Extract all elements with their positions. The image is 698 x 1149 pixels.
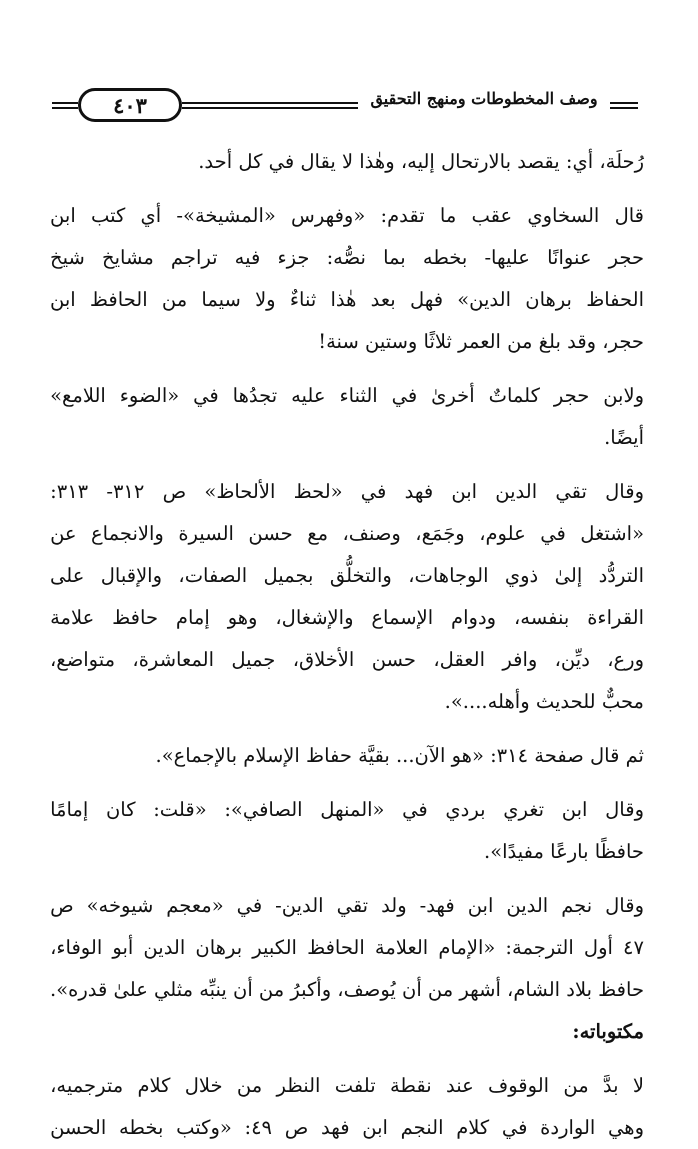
text-line: حافظ بلاد الشام، أشهر من أن يُوصف، وأكبرُ من أن ينبِّه مثلي علىٰ قدره». (50, 978, 644, 1001)
header-rule (52, 107, 78, 109)
header-rule (610, 102, 638, 104)
text-line: ٤٧ أول الترجمة: «الإمام العلامة الحافظ الكبير برهان الدين أبو الوفاء، (50, 936, 644, 959)
paragraph (50, 141, 644, 183)
paragraph (50, 789, 644, 873)
paragraph (50, 1065, 644, 1149)
text-line: «اشتغل في علوم، وجَمَع، وصنف، مع حسن السيرة والانجماع عن (50, 522, 644, 545)
text-line: وقال نجم الدين ابن فهد- ولد تقي الدين- في «معجم شيوخه» ص (50, 894, 644, 917)
text-line: رُحلَة، أي: يقصد بالارتحال إليه، وهٰذا لا يقال في كل أحد. (198, 150, 644, 173)
text-line: التردُّد إلىٰ ذوي الوجاهات، والتخلُّق بجميل الصفات، والإقبال على (50, 564, 644, 587)
paragraph (50, 885, 644, 1011)
paragraph (50, 375, 644, 459)
text-line: حافظًا بارعًا مفيدًا». (484, 840, 644, 863)
text-line: حجر، وقد بلغ من العمر ثلاثًا وستين سنة! (318, 330, 644, 353)
header-rule (182, 102, 358, 104)
text-line: حجر عنوانًا عليها- بخطه بما نصُّه: جزء فيه تراجم مشايخ شيخ (50, 246, 644, 269)
paragraph (50, 195, 644, 363)
text-line: قال السخاوي عقب ما تقدم: «وفهرس «المشيخة»- أي كتب ابن (50, 204, 644, 227)
header-rule (610, 107, 638, 109)
paragraph (50, 735, 644, 777)
text-line: محبٌّ للحديث وأهله....». (444, 690, 644, 713)
text-line: ثم قال صفحة ٣١٤: «هو الآن... بقيَّة حفاظ الإسلام بالإجماع». (155, 744, 644, 767)
text-line: وهي الواردة في كلام النجم ابن فهد ص ٤٩: «وكتب بخطه الحسن (50, 1116, 644, 1139)
text-line: أيضًا. (604, 426, 644, 449)
page-header (52, 88, 638, 126)
section-heading: مكتوباته: (572, 1020, 644, 1043)
text-line: القراءة بنفسه، ودوام الإسماع والإشغال، وهو إمام حافظ علامة (50, 606, 644, 629)
text-line: ورع، ديِّن، وافر العقل، حسن الأخلاق، جميل المعاشرة، متواضع، (50, 648, 644, 671)
text-line: ولابن حجر كلماتٌ أخرىٰ في الثناء عليه تجدُها في «الضوء اللامع» (50, 384, 644, 407)
running-title: وصف المخطوطات ومنهج التحقيق (370, 89, 598, 108)
paragraph (50, 471, 644, 723)
header-rule (52, 102, 78, 104)
page-number: ٤٠٣ (78, 88, 182, 122)
text-line: لا بدَّ من الوقوف عند نقطة تلفت النظر من خلال كلام مترجميه، (50, 1074, 644, 1097)
text-line: الحفاظ برهان الدين» فهل بعد هٰذا ثناءٌ ولا سيما من الحافظ ابن (50, 288, 644, 311)
header-rule (182, 107, 358, 109)
text-line: وقال تقي الدين ابن فهد في «لحظ الألحاظ» ص ٣١٢- ٣١٣: (50, 480, 644, 503)
text-line: وقال ابن تغري بردي في «المنهل الصافي»: «قلت: كان إمامًا (50, 798, 644, 821)
page-body (50, 141, 644, 1149)
